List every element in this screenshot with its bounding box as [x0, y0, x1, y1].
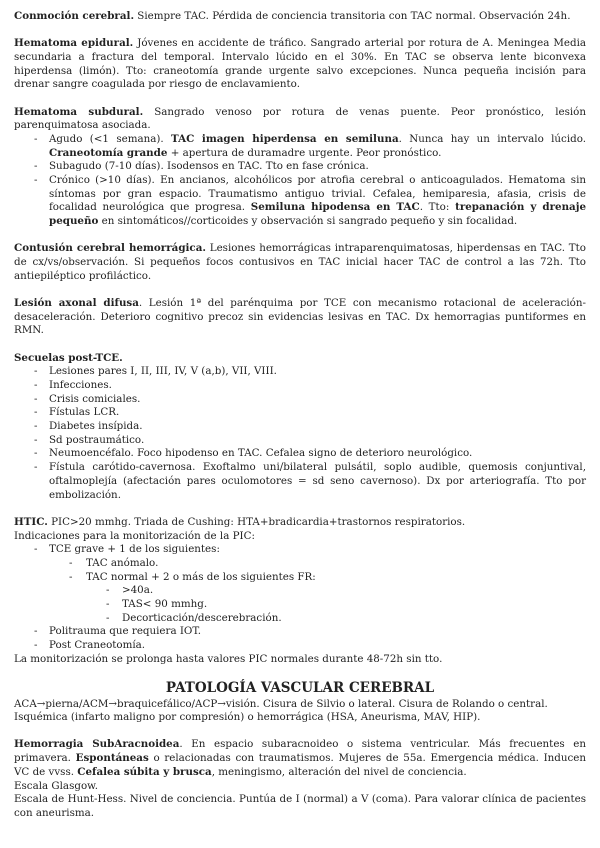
vascular-line-1: ACA→pierna/ACM→braquicefálico/ACP→visión. Cisura de Silvio o lateral. Cisura de Rolando o central. — [14, 697, 548, 710]
conmocion-text: Siempre TAC. Pérdida de conciencia transitoria con TAC normal. Observación 24h. — [134, 10, 571, 22]
contusion-title: Contusión cerebral hemorrágica. — [14, 242, 206, 255]
subdural-title: Hematoma subdural. — [14, 105, 144, 118]
subdural-agudo: - Agudo (<1 semana). TAC imagen hiperdensa en semiluna. Nunca hay un intervalo lúcido. Craneotomía grande + apertura de duramadre urgente. Peor pronóstico. — [14, 133, 586, 160]
hsa-glasgow: Escala Glasgow. — [14, 779, 99, 792]
htic-paragraph — [14, 516, 586, 530]
subdural-text: Sangrado venoso por rotura de venas puente. Peor pronóstico, lesión parenquimatosa asociada. — [14, 105, 586, 132]
list-item: - Diabetes insípida. — [14, 420, 586, 434]
axonal-text: . Lesión 1ª del parénquima por TCE con mecanismo rotacional de aceleración-desaceleración. Deterioro cognitivo precoz sin evidencias lesivas en TAC. Dx hemorragias puntiformes en RMN. — [14, 296, 586, 337]
list-item: - TCE grave + 1 de los siguientes: — [14, 543, 586, 557]
epidural-title: Hematoma epidural. — [14, 37, 134, 50]
list-item: - Post Craneotomía. — [14, 639, 586, 653]
subdural-cronico: - Crónico (>10 días). En ancianos, alcohólicos por atrofia cerebral o anticoagulados. Hematoma sin síntomas por gran espacio. Traumatismo antiguo trivial. Cefalea, hemiparesia, afasia, crisis de focalidad neurológica que progresa. Semiluna hipodensa en TAC. Tto: trepanación y drenaje pequeño en sintomáticos//corticoides y observación si sangrado pequeño y sin focalidad. — [14, 174, 586, 229]
list-item: - Sd postraumático. — [14, 434, 586, 448]
hsa-hunt-hess: Escala de Hunt-Hess. Nivel de conciencia. Puntúa de I (normal) a V (coma). Para valorar clínica de pacientes con aneurisma. — [14, 793, 586, 819]
htic-fr-list — [14, 584, 586, 625]
contusion-paragraph — [14, 242, 586, 283]
conmocion-paragraph — [14, 10, 586, 24]
list-item: - TAS< 90 mmhg. — [14, 598, 586, 612]
htic-sublist — [14, 557, 586, 584]
conmocion-title: Conmoción cerebral. — [14, 10, 135, 22]
list-item: - Infecciones. — [14, 379, 586, 393]
htic-list-2 — [14, 625, 586, 652]
hsa-paragraph: Hemorragia SubAracnoidea. En espacio subaracnoideo o sistema ventricular. Más frecuentes en primavera. Espontáneas o relacionadas con traumatismos. Mujeres de 55a. Emergencia médica. Inducen VC de vvss. Cefalea súbita y brusca, meningismo, alteración del nivel de conciencia. — [14, 738, 586, 778]
subdural-paragraph — [14, 106, 586, 133]
list-item: - Neumoencéfalo. Foco hipodenso en TAC. Cefalea signo de deterioro neurológico. — [14, 447, 586, 461]
htic-indicaciones: Indicaciones para la monitorización de la PIC: — [14, 529, 255, 542]
htic-prolonga: La monitorización se prolonga hasta valores PIC normales durante 48-72h sin tto. — [14, 652, 443, 665]
axonal-title: Lesión axonal difusa — [14, 296, 139, 309]
list-item: - Lesiones pares I, II, III, IV, V (a,b), VII, VIII. — [14, 365, 586, 379]
axonal-paragraph — [14, 297, 586, 338]
section-heading: PATOLOGÍA VASCULAR CEREBRAL — [165, 679, 435, 696]
list-item: - TAC anómalo. — [14, 557, 586, 571]
hsa-title: Hemorragia SubAracnoidea — [14, 738, 180, 751]
epidural-paragraph — [14, 37, 586, 92]
list-item: - Decorticación/descerebración. — [14, 612, 586, 626]
subdural-list — [14, 133, 586, 229]
epidural-text: Jóvenes en accidente de tráfico. Sangrado arterial por rotura de A. Meningea Media secundaria a fractura del temporal. Intervalo lúcido en el 30%. En TAC se observa lente biconvexa hiperdensa (limón). Tto: craneotomía grande urgente salvo excepciones. Nunca pequeña incisión para drenar sangre coagulada por riesgo de enclavamiento. — [14, 37, 586, 91]
list-item: - Fístula carótido-cavernosa. Exoftalmo uni/bilateral pulsátil, soplo audible, quemosis conjuntival, oftalmoplejía (afectación pares oculomotores = sd seno cavernoso). Dx por arteriografía. Tto por embolización. — [14, 461, 586, 502]
htic-list — [14, 543, 586, 557]
list-item: - >40a. — [14, 584, 586, 598]
contusion-text: Lesiones hemorrágicas intraparenquimatosas, hiperdensas en TAC. Tto de cx/vs/observación. Si pequeños focos contusivos en TAC inicial hacer TAC de control a las 72h. Tto antiepiléptico profiláctico. — [14, 242, 586, 282]
htic-title: HTIC. — [14, 515, 48, 528]
list-item: - TAC normal + 2 o más de los siguientes FR: — [14, 571, 586, 585]
vascular-line-2: Isquémica (infarto maligno por compresión) o hemorrágica (HSA, Aneurisma, MAV, HIP). — [14, 711, 481, 724]
htic-text: PIC>20 mmhg. Triada de Cushing: HTA+bradicardia+trastornos respiratorios. — [47, 515, 466, 528]
secuelas-list — [14, 365, 586, 502]
list-item: - Politrauma que requiera IOT. — [14, 625, 586, 639]
secuelas-heading: Secuelas post-TCE. — [14, 351, 123, 364]
list-item: - Fístulas LCR. — [14, 406, 586, 420]
subdural-subagudo: - Subagudo (7-10 días). Isodensos en TAC. Tto en fase crónica. — [14, 160, 586, 174]
list-item: - Crisis comiciales. — [14, 393, 586, 407]
